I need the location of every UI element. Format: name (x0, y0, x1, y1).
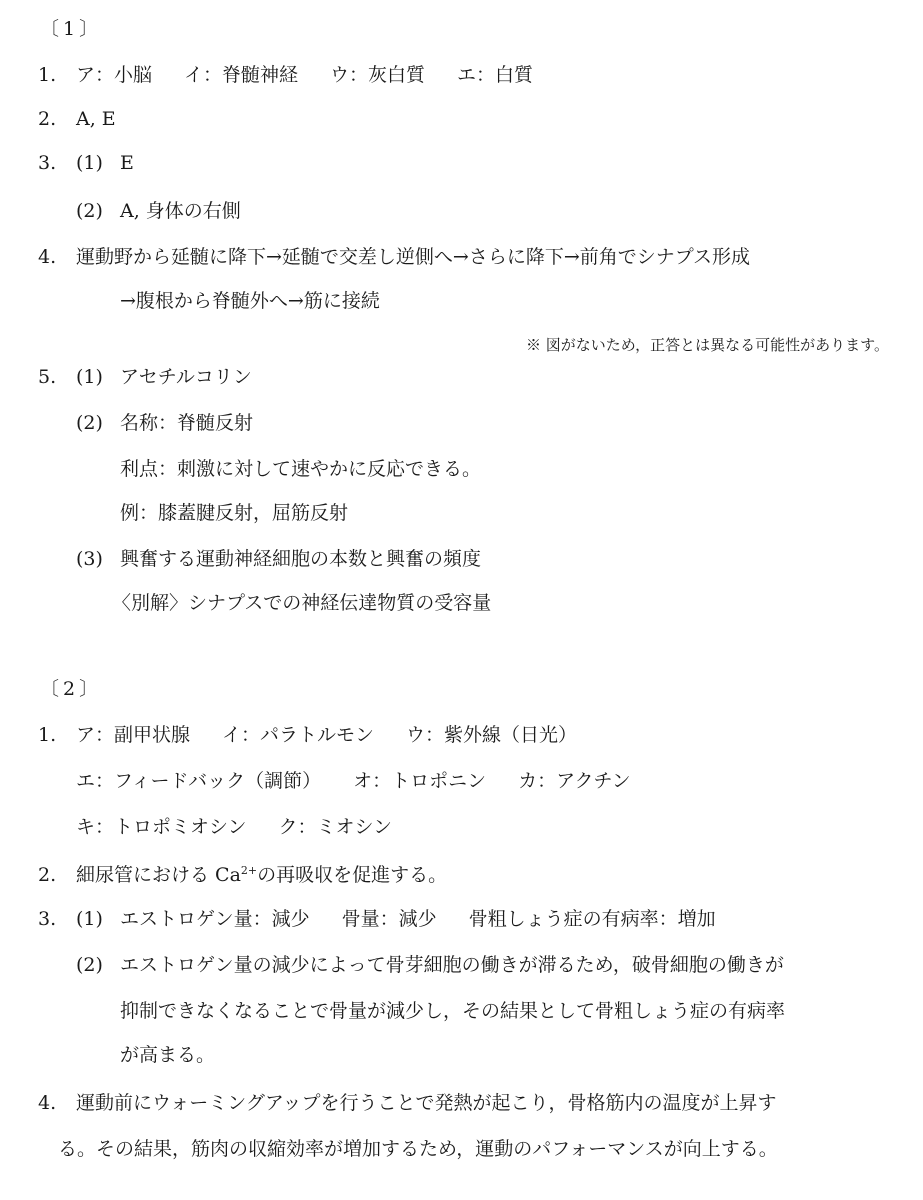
s2-q4-line2: る。その結果，筋肉の収縮効率が増加するため，運動のパフォーマンスが向上する。 (58, 1138, 778, 1160)
s1-q2-text: A, E (76, 108, 116, 130)
s2-q3-p1-c: 骨粗しょう症の有病率：増加 (468, 908, 716, 930)
s1-q5-p3-text: 興奮する運動神経細胞の本数と興奮の頻度 (120, 548, 482, 570)
s1-q4-line1 (38, 244, 750, 270)
s1-q2-num: 2. (38, 108, 57, 130)
s2-q3-p1 (38, 906, 716, 932)
s2-q1-b: イ：パラトルモン (222, 724, 375, 746)
s1-q1-a: ア：小脳 (76, 64, 153, 86)
s2-q1-f: カ：アクチン (518, 770, 631, 792)
s2-q1-d: エ：フィードバック（調節） (76, 770, 322, 792)
s2-q3-p1-a: エストロゲン量：減少 (120, 908, 310, 930)
s1-q5-p1-text: アセチルコリン (120, 366, 252, 388)
s2-q2 (38, 858, 447, 888)
s2-q1-line2 (76, 768, 631, 794)
s1-q1-b: イ：脊髄神経 (184, 64, 299, 86)
s2-q1-h: ク：ミオシン (278, 816, 393, 838)
s1-q3-p1 (38, 150, 134, 176)
s1-q1-d: エ：白質 (457, 64, 534, 86)
s1-q5-p2-merit: 利点：刺激に対して速やかに反応できる。 (120, 458, 482, 480)
s1-q1-num: 1. (38, 64, 57, 86)
s2-q2-num: 2. (38, 864, 57, 886)
s1-q3-p2-text: A, 身体の右側 (120, 200, 241, 222)
s1-q5-p2-name (76, 410, 253, 436)
s1-q5-p1 (38, 364, 252, 390)
s2-q2-sup: 2+ (240, 864, 258, 877)
s1-q1-c: ウ：灰白質 (330, 64, 426, 86)
s2-q3-num: 3. (38, 908, 57, 930)
s2-q2-pre: 細尿管における Ca (76, 864, 241, 886)
s2-q1-line3 (76, 814, 392, 840)
s1-q5-p2-example: 例：膝蓋腱反射，屈筋反射 (120, 502, 349, 524)
s1-q4-line2: →腹根から脊髄外へ→筋に接続 (120, 290, 380, 312)
s2-q3-p2-num: (2) (76, 954, 103, 976)
s2-q2-post: の再吸収を促進する。 (257, 864, 448, 886)
s2-q4-l1: 運動前にウォーミングアップを行うことで発熱が起こり，骨格筋内の温度が上昇す (76, 1092, 777, 1114)
s1-q3-p2-num: (2) (76, 200, 103, 222)
s1-q5-p3-num: (3) (76, 548, 103, 570)
s1-q5-num: 5. (38, 366, 57, 388)
section-1-title: 〔1〕 (40, 18, 103, 40)
s1-q4-note: ※ 図がないため，正答とは異なる可能性があります。 (526, 336, 889, 354)
s1-q4-num: 4. (38, 246, 57, 268)
s1-q2 (38, 106, 116, 132)
s1-q5-p3 (76, 546, 481, 572)
s1-q1 (38, 62, 533, 88)
s2-q1-g: キ：トロポミオシン (76, 816, 247, 838)
s2-q3-p2-line1 (76, 952, 784, 978)
s2-q1-line1 (38, 722, 577, 748)
s2-q3-p2-line3: が高まる。 (120, 1044, 216, 1066)
s2-q1-a: ア：副甲状腺 (76, 724, 191, 746)
section-2-title: 〔2〕 (40, 678, 103, 700)
s2-q4-num: 4. (38, 1092, 57, 1114)
s2-q1-num: 1. (38, 724, 57, 746)
s1-q3-p1-text: E (120, 152, 134, 174)
s2-q4-line1 (38, 1090, 777, 1116)
s1-q5-p3-alt: 〈別解〉シナプスでの神経伝達物質の受容量 (112, 592, 492, 614)
s2-q1-e: オ：トロポニン (353, 770, 487, 792)
s1-q5-p2-num: (2) (76, 412, 103, 434)
s1-q4-text1: 運動野から延髄に降下→延髄で交差し逆側へ→さらに降下→前角でシナプス形成 (76, 246, 751, 268)
s2-q3-p1-num: (1) (76, 908, 103, 930)
s1-q3-p1-num: (1) (76, 152, 103, 174)
s2-q3-p2-l1: エストロゲン量の減少によって骨芽細胞の働きが滞るため，破骨細胞の働きが (120, 954, 784, 976)
s1-q5-p2-name-text: 名称：脊髄反射 (120, 412, 254, 434)
s1-q3-p2 (76, 198, 241, 224)
s2-q1-c: ウ：紫外線（日光） (406, 724, 578, 746)
s2-q3-p1-b: 骨量：減少 (341, 908, 437, 930)
s1-q3-num: 3. (38, 152, 57, 174)
s2-q3-p2-line2: 抑制できなくなることで骨量が減少し，その結果として骨粗しょう症の有病率 (120, 1000, 786, 1022)
s1-q5-p1-num: (1) (76, 366, 103, 388)
